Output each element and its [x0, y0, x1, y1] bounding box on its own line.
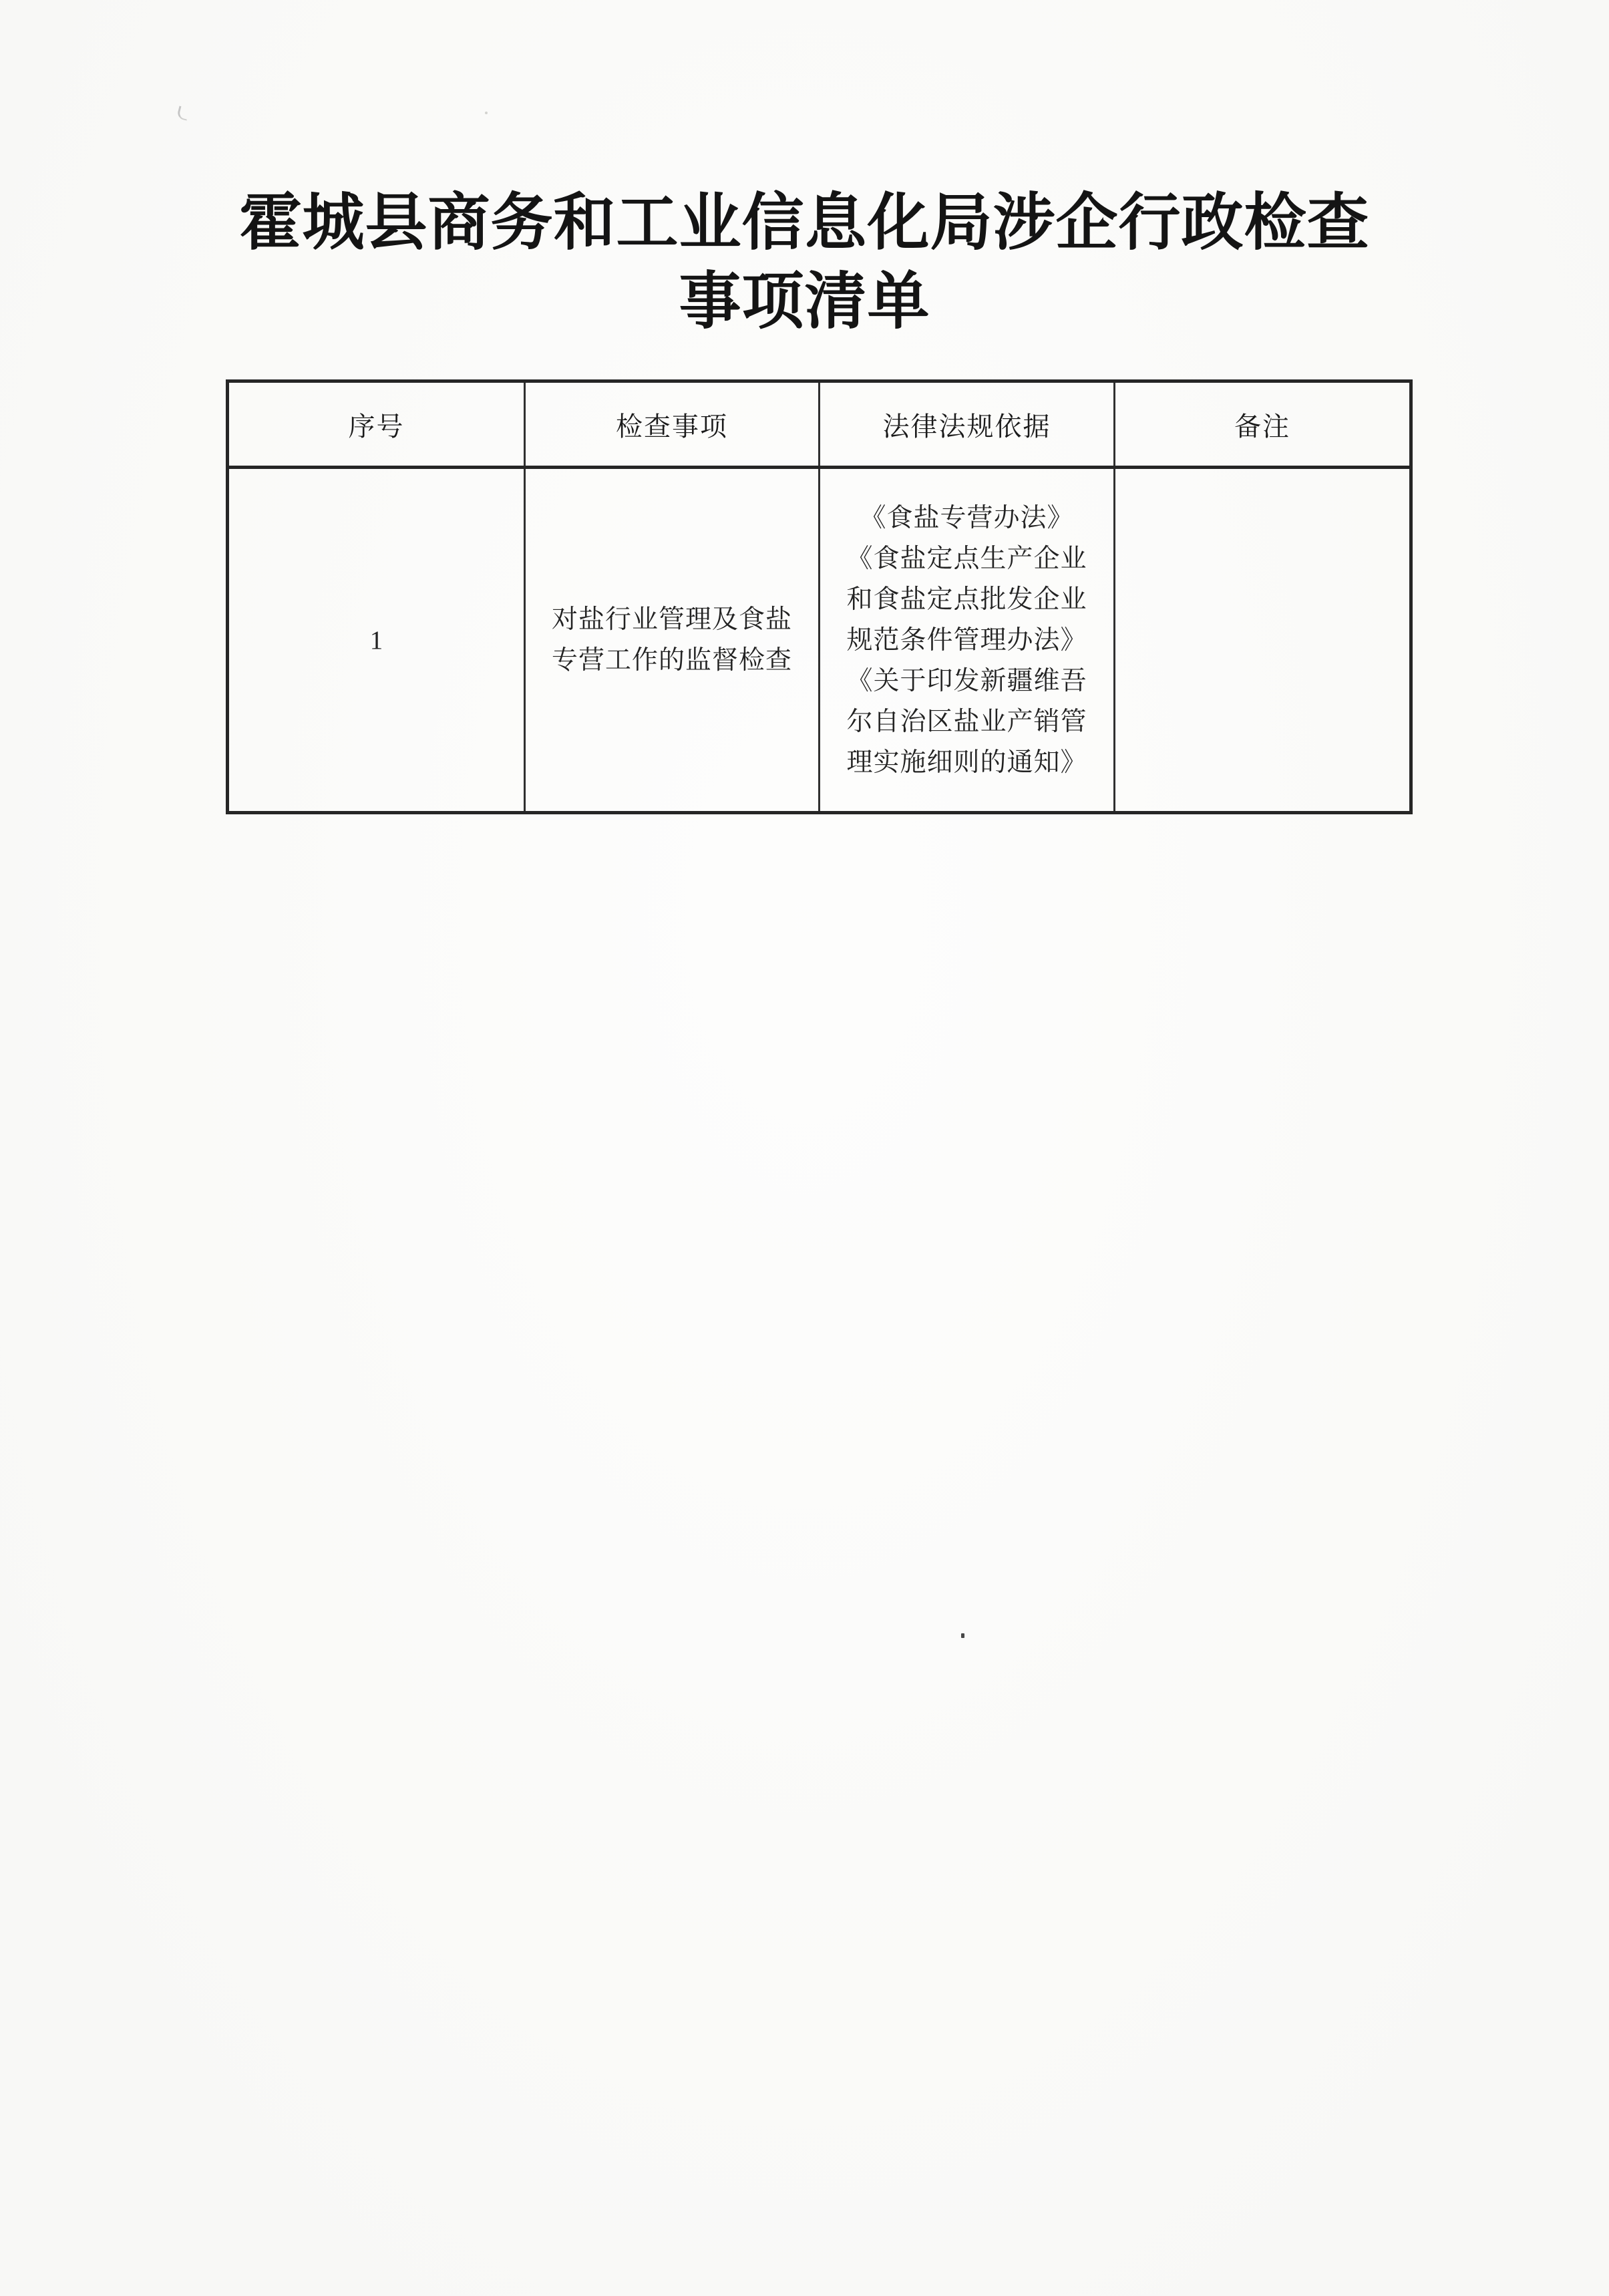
legal-basis-line: 规范条件管理办法》 [846, 625, 1087, 655]
inspection-item-line: 专营工作的监督检查 [551, 646, 792, 675]
scan-speck [961, 1633, 964, 1638]
cell-seq: 1 [228, 468, 525, 813]
cell-inspection-item [525, 468, 820, 813]
legal-basis-line: 《关于印发新疆维吾 [846, 666, 1087, 695]
legal-basis-line: 《食盐定点生产企业 [846, 544, 1087, 573]
header-remark: 备注 [1115, 381, 1411, 468]
document-title [0, 184, 1609, 342]
legal-basis-line: 和食盐定点批发企业 [846, 585, 1087, 614]
cell-legal-basis [820, 468, 1115, 813]
document-title-line2: 事项清单 [679, 268, 930, 337]
header-inspection-item: 检查事项 [525, 381, 820, 468]
inspection-item-line: 对盐行业管理及食盐 [551, 605, 792, 634]
scan-speck [176, 106, 190, 120]
legal-basis-line: 《食盐专营办法》 [860, 503, 1074, 532]
cell-remark [1115, 468, 1411, 813]
legal-basis-line: 尔自治区盐业产销管 [846, 707, 1087, 736]
scan-speck [485, 112, 488, 114]
header-legal-basis: 法律法规依据 [820, 381, 1115, 468]
legal-basis-line: 理实施细则的通知》 [846, 748, 1087, 777]
inspection-items-table [226, 379, 1413, 814]
document-title-line1: 霍城县商务和工业信息化局涉企行政检查 [239, 189, 1370, 258]
header-seq: 序号 [228, 381, 525, 468]
table-row [228, 468, 1411, 813]
table-header-row [228, 381, 1411, 468]
